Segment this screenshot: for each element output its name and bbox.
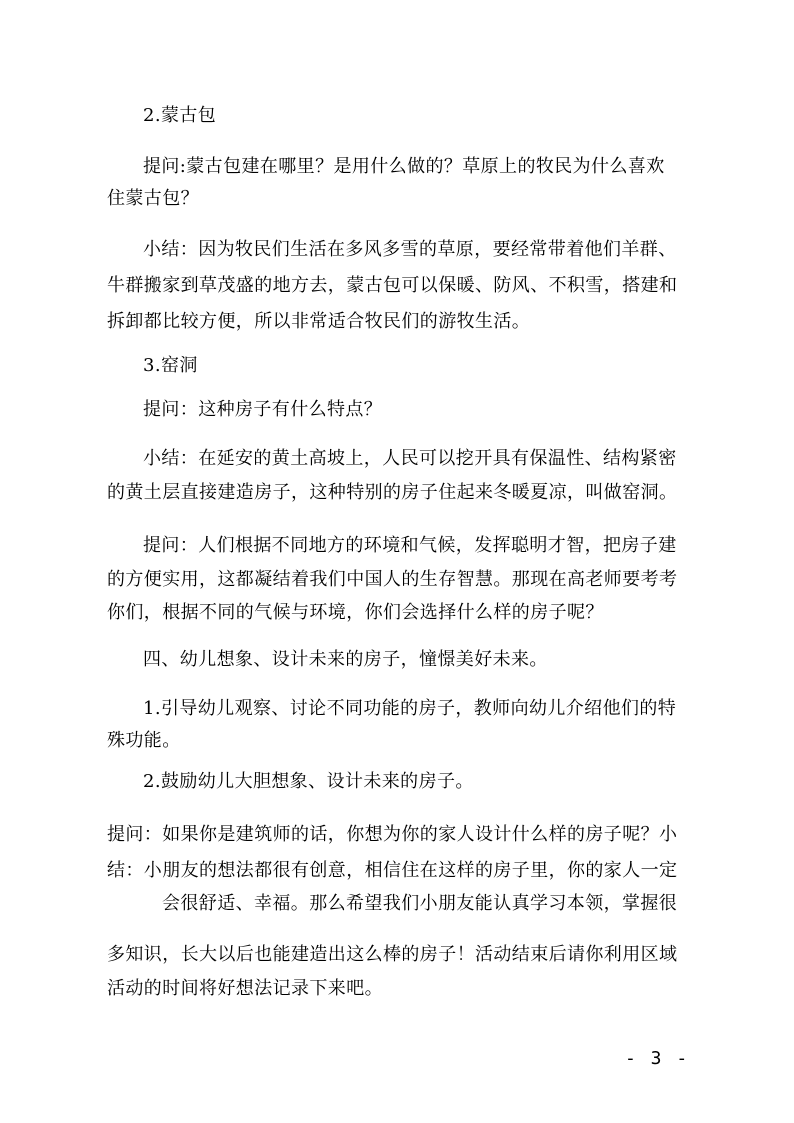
paragraph-line: 结：小朋友的想法都很有创意，相信住在这样的房子里，你的家人一定 [107,860,678,881]
paragraph-line: 活动的时间将好想法记录下来吧。 [107,978,383,999]
paragraph-line: 2.鼓励幼儿大胆想象、设计未来的房子。 [143,771,474,792]
paragraph-line: 小结：在延安的黄土高坡上，人民可以挖开具有保温性、结构紧密 [143,448,677,469]
page-number: - 3 - [625,1048,690,1069]
section-heading-mongolian-yurt: 2.蒙古包 [143,105,217,126]
paragraph-line: 殊功能。 [107,730,181,751]
paragraph-line: 提问：人们根据不同地方的环境和气候，发挥聪明才智，把房子建 [143,535,677,556]
paragraph-line: 1.引导幼儿观察、讨论不同功能的房子，教师向幼儿介绍他们的特 [143,698,677,719]
paragraph-line: 住蒙古包？ [107,188,199,209]
paragraph-line: 会很舒适、幸福。那么希望我们小朋友能认真学习本领，掌握很 [162,893,678,914]
paragraph-line: 提问:蒙古包建在哪里？是用什么做的？草原上的牧民为什么喜欢 [143,156,665,177]
paragraph-line: 牛群搬家到草茂盛的地方去，蒙古包可以保暖、防风、不积雪，搭建和 [107,275,678,296]
section-heading-future-house: 四、幼儿想象、设计未来的房子，憧憬美好未来。 [143,649,548,670]
paragraph-line: 的方便实用，这都凝结着我们中国人的生存智慧。那现在高老师要考考 [107,569,678,590]
paragraph-line: 多知识，长大以后也能建造出这么棒的房子！活动结束后请你利用区域 [107,944,678,965]
paragraph-line: 拆卸都比较方便，所以非常适合牧民们的游牧生活。 [107,311,531,332]
paragraph-line: 的黄土层直接建造房子，这种特别的房子住起来冬暖夏凉，叫做窑洞。 [107,482,678,503]
paragraph-line: 提问：这种房子有什么特点？ [143,399,383,420]
paragraph-line: 你们，根据不同的气候与环境，你们会选择什么样的房子呢？ [107,602,604,623]
paragraph-line: 提问：如果你是建筑师的话，你想为你的家人设计什么样的房子呢？小 [107,824,678,845]
section-heading-cave-dwelling: 3.窑洞 [143,355,198,376]
paragraph-line: 小结：因为牧民们生活在多风多雪的草原，要经常带着他们羊群、 [143,239,677,260]
